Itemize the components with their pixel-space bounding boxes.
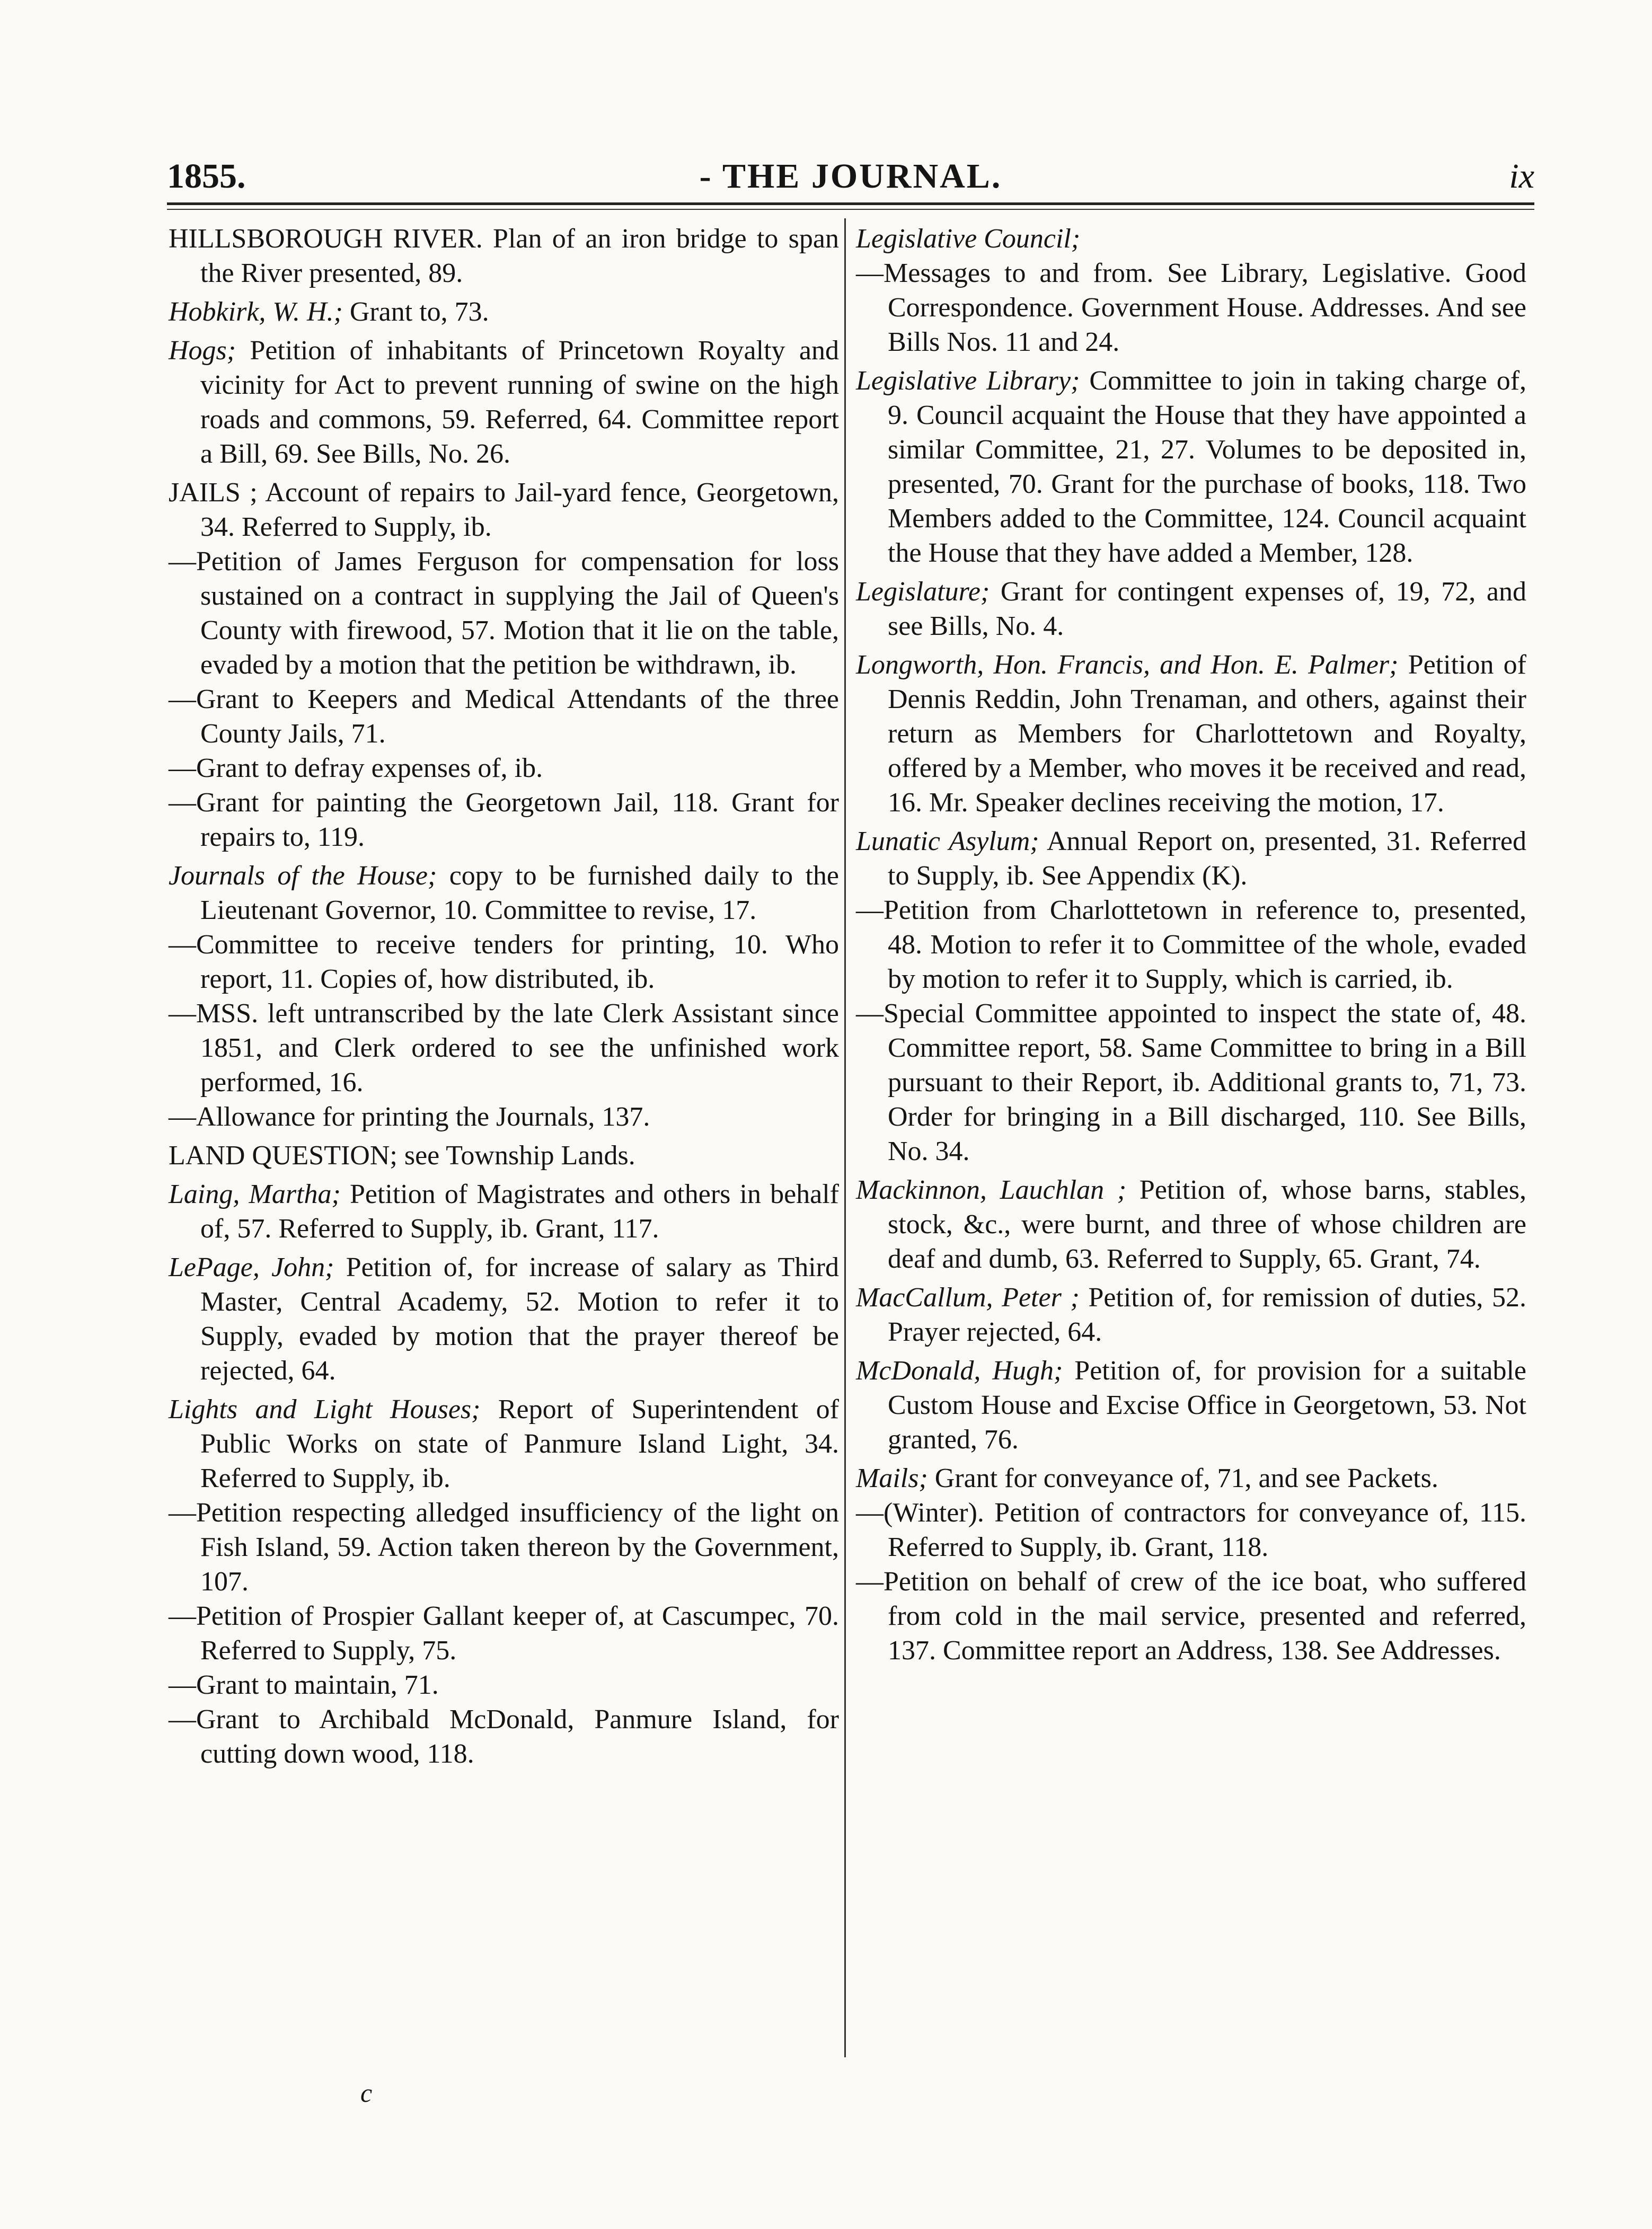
entry-text: Annual Report on, presented, 31. Referred to Supply, ib. See Appendix (K). (888, 826, 1526, 891)
entry-text: —Petition respecting alledged insufficiency of the light on Fish Island, 59. Action taken thereon by the Government, 107. (169, 1498, 839, 1597)
signature-mark: c (360, 2078, 373, 2108)
index-entry (169, 1177, 839, 1246)
index-entry (856, 1354, 1526, 1457)
entry-heading: Hogs; (169, 335, 236, 366)
index-entry (169, 1392, 839, 1496)
index-entry (169, 1496, 839, 1599)
header-rule-thin (167, 209, 1534, 210)
entry-text: Petition of, whose barns, stables, stock, &c., were burnt, and three of whose children are deaf and dumb, 63. Referred to Supply, 65. Grant, 74. (888, 1175, 1527, 1274)
entry-text: —Petition from Charlottetown in reference to, presented, 48. Motion to refer it to Committee of the whole, evaded by motion to refer it to Supply, which is carried, ib. (856, 895, 1526, 994)
header-title: - THE JOURNAL. (699, 157, 1002, 196)
entry-text: —Messages to and from. See Library, Legislative. Good Correspondence. Government House. Addresses. And see Bills Nos. 11 and 24. (856, 258, 1526, 357)
entry-text: —(Winter). Petition of contractors for conveyance of, 115. Referred to Supply, ib. Grant, 118. (856, 1498, 1526, 1562)
entry-heading: Laing, Martha; (169, 1179, 341, 1209)
index-entry (856, 256, 1526, 359)
index-entry (856, 1564, 1526, 1668)
entry-text: Petition of, for increase of salary as Third Master, Central Academy, 52. Motion to refer it to Supply, evaded by motion that the prayer thereof be rejected, 64. (200, 1252, 839, 1386)
index-entry (169, 1250, 839, 1388)
index-entry (169, 751, 839, 785)
entry-text: Account of repairs to Jail-yard fence, Georgetown, 34. Referred to Supply, ib. (200, 477, 839, 542)
entry-text: —Petition of Prospier Gallant keeper of, at Cascumpec, 70. Referred to Supply, 75. (169, 1601, 839, 1666)
entry-text: —Grant to defray expenses of, ib. (169, 753, 543, 783)
entry-text: —Grant to Archibald McDonald, Panmure Island, for cutting down wood, 118. (169, 1704, 839, 1769)
entry-heading: LePage, John; (169, 1252, 334, 1282)
index-entry (169, 295, 839, 329)
index-entry (856, 1173, 1526, 1276)
entry-heading: JAILS ; (169, 477, 258, 508)
entry-heading: Mackinnon, Lauchlan ; (856, 1175, 1127, 1205)
header-year: 1855. (167, 157, 246, 196)
entry-heading: MacCallum, Peter ; (856, 1282, 1080, 1313)
index-entry (169, 927, 839, 996)
index-entry (856, 222, 1526, 256)
entry-heading: HILLSBOROUGH RIVER. (169, 224, 483, 254)
header-rule-thick (167, 202, 1534, 205)
index-entry (856, 1461, 1526, 1496)
index-entry (169, 544, 839, 682)
entry-text: Petition of, for provision for a suitable Custom House and Excise Office in Georgetown, 53. Not granted, 76. (888, 1356, 1526, 1455)
index-entry (169, 785, 839, 854)
entry-text: Plan of an iron bridge to span the River presented, 89. (200, 224, 840, 288)
entry-heading: Hobkirk, W. H.; (169, 297, 343, 327)
entry-text: —Grant to Keepers and Medical Attendants of the three County Jails, 71. (169, 684, 839, 749)
entry-heading: Legislative Council; (856, 224, 1081, 254)
entry-heading: Longworth, Hon. Francis, and Hon. E. Palmer; (856, 650, 1399, 680)
entry-text: —Allowance for printing the Journals, 137. (169, 1102, 650, 1132)
index-entry (169, 859, 839, 927)
index-entry (169, 1702, 839, 1771)
entry-heading: LAND QUESTION; (169, 1140, 397, 1171)
index-entry (856, 364, 1526, 570)
right-column (856, 222, 1526, 1668)
entry-heading: Mails; (856, 1463, 928, 1493)
index-entry (169, 475, 839, 544)
column-divider (844, 218, 846, 2057)
entry-text: Committee to join in taking charge of, 9. Council acquaint the House that they have appointed a similar Committee, 21, 27. Volumes to be deposited in, presented, 70. Grant for the purchase of books, 118. Two Members added to the Committee, 124. Council acquaint the House that they have added a Member, 128. (888, 366, 1527, 568)
entry-text: Report of Superintendent of Public Works on state of Panmure Island Light, 34. Referred to Supply, ib. (200, 1394, 839, 1493)
index-entry (169, 333, 839, 471)
entry-text: copy to be furnished daily to the Lieutenant Governor, 10. Committee to revise, 17. (200, 861, 839, 925)
entry-text: see Township Lands. (397, 1140, 635, 1171)
entry-text: Grant for conveyance of, 71, and see Packets. (927, 1463, 1438, 1493)
index-entry (856, 574, 1526, 643)
entry-heading: Journals of the House; (169, 861, 437, 891)
index-entry (169, 1138, 839, 1173)
entry-heading: McDonald, Hugh; (856, 1356, 1063, 1386)
entry-text: Petition of Magistrates and others in behalf of, 57. Referred to Supply, ib. Grant, 117. (200, 1179, 840, 1244)
index-entry (856, 648, 1526, 820)
index-entry (856, 1496, 1526, 1564)
entry-text: Petition of Dennis Reddin, John Trenaman, and others, against their return as Members for Charlottetown and Royalty, offered by a Member, who moves it be received and read, 16. Mr. Speaker declines receiving the motion, 17. (888, 650, 1526, 818)
entry-text: —Grant to maintain, 71. (169, 1670, 439, 1700)
index-entry (856, 824, 1526, 893)
entry-heading: Lights and Light Houses; (169, 1394, 481, 1425)
index-entry (169, 996, 839, 1100)
index-entry (169, 1100, 839, 1134)
entry-text: —MSS. left untranscribed by the late Clerk Assistant since 1851, and Clerk ordered to see the unfinished work performed, 16. (169, 998, 839, 1098)
index-entry (169, 682, 839, 751)
entry-text: Grant to, 73. (342, 297, 489, 327)
left-column (169, 222, 839, 1771)
index-entry (856, 1280, 1526, 1349)
entry-heading: Lunatic Asylum; (856, 826, 1039, 856)
page-header (167, 151, 1534, 201)
index-entry (169, 222, 839, 290)
header-page-number: ix (1509, 157, 1534, 196)
entry-text: Petition of inhabitants of Princetown Royalty and vicinity for Act to prevent running of swine on the high roads and commons, 59. Referred, 64. Committee report a Bill, 69. See Bills, No. 26. (200, 335, 839, 469)
entry-text: —Petition on behalf of crew of the ice boat, who suffered from cold in the mail service, presented and referred, 137. Committee report an Address, 138. See Addresses. (856, 1567, 1526, 1666)
index-entry (169, 1599, 839, 1668)
entry-text: Grant for contingent expenses of, 19, 72, and see Bills, No. 4. (888, 577, 1526, 641)
entry-heading: Legislative Library; (856, 366, 1080, 396)
entry-text: —Grant for painting the Georgetown Jail, 118. Grant for repairs to, 119. (169, 788, 839, 852)
index-entry (856, 996, 1526, 1169)
index-entry (856, 893, 1526, 996)
entry-text: —Petition of James Ferguson for compensation for loss sustained on a contract in supplying the Jail of Queen's County with firewood, 57. Motion that it lie on the table, evaded by a motion that the petition be withdrawn, ib. (169, 546, 839, 680)
entry-text: —Committee to receive tenders for printing, 10. Who report, 11. Copies of, how distributed, ib. (169, 930, 839, 994)
index-entry (169, 1668, 839, 1702)
entry-text: —Special Committee appointed to inspect the state of, 48. Committee report, 58. Same Committee to bring in a Bill pursuant to their Report, ib. Additional grants to, 71, 73. Order for bringing in a Bill discharged, 110. See Bills, No. 34. (856, 998, 1526, 1166)
entry-text: Petition of, for remission of duties, 52. Prayer rejected, 64. (888, 1282, 1527, 1347)
entry-heading: Legislature; (856, 577, 990, 607)
